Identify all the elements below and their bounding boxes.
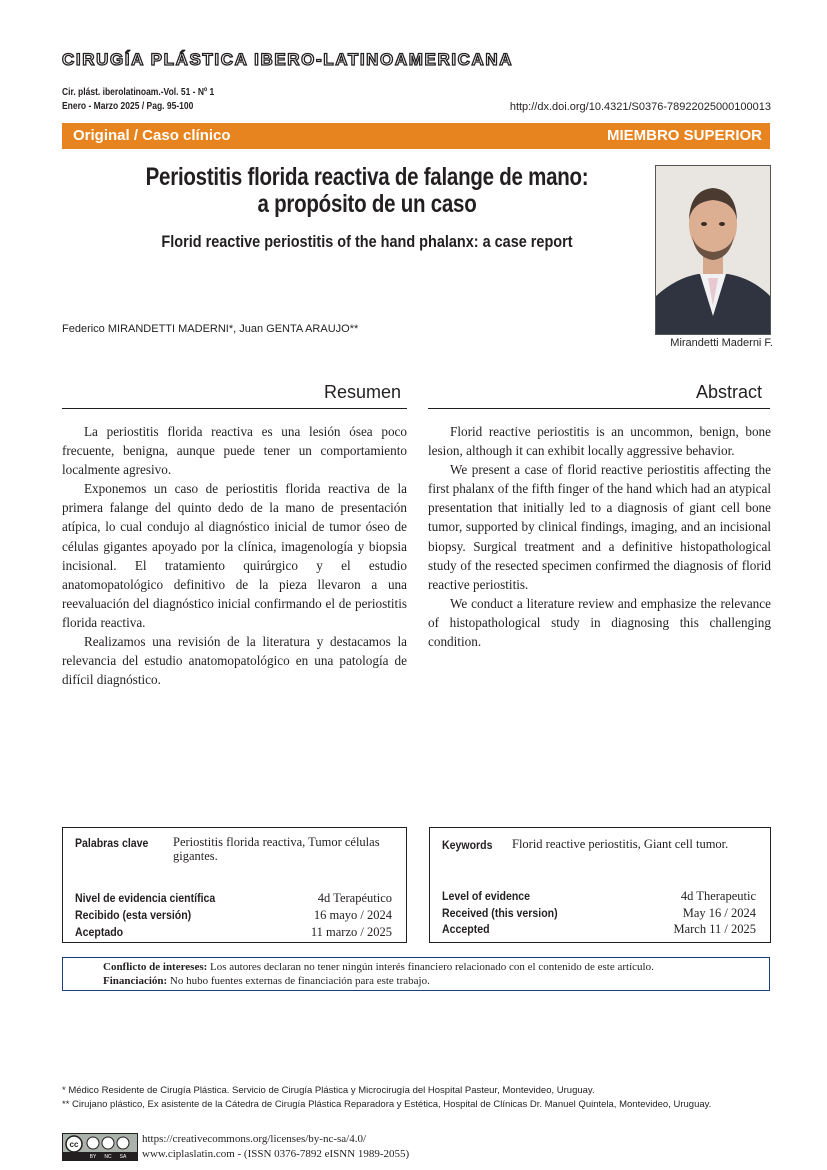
author-portrait-image [656, 166, 770, 334]
title-line-2: a propósito de un caso [257, 190, 477, 218]
meta-row-accepted-en: Accepted March 11 / 2025 [442, 922, 756, 936]
footnote-2: ** Cirujano plástico, Ex asistente de la Cátedra de Cirugía Plástica Reparadora y Estética, Hospital de Clínicas Dr. Manuel Quintela, Montevideo, Uruguay. [62, 1099, 712, 1110]
doi-link[interactable]: http://dx.doi.org/10.4321/S0376-78922025000100013 [509, 101, 771, 113]
resumen-body [62, 422, 407, 689]
resumen-paragraph: Realizamos una revisión de la literatura y destacamos la relevancia del estudio anatomopatológico en una patología de difícil diagnóstico. [62, 634, 407, 688]
citation-volume: Cir. plást. iberolatinoam.-Vol. 51 - Nº 1 [62, 87, 215, 98]
meta-row-accepted-es: Aceptado 11 marzo / 2025 [75, 925, 392, 939]
license-url[interactable]: https://creativecommons.org/licenses/by-nc-sa/4.0/ [142, 1133, 367, 1145]
meta-row-evidence-en: Level of evidence 4d Therapeutic [442, 889, 756, 903]
citation-pages: Enero - Marzo 2025 / Pag. 95-100 [62, 101, 194, 112]
abstract-rule [428, 408, 770, 409]
svg-text:cc: cc [69, 1140, 79, 1149]
photo-caption: Mirandetti Maderni F. [670, 337, 773, 349]
footnote-1: * Médico Residente de Cirugía Plástica. Servicio de Cirugía Plástica y Microcirugía del Hospital Pasteur, Montevideo, Uruguay. [62, 1085, 595, 1096]
title-line-1: Periostitis florida reactiva de falange de mano: [145, 163, 589, 191]
resumen-heading: Resumen [324, 382, 402, 402]
journal-website[interactable]: www.ciplaslatin.com - (ISSN 0376-7892 eISNN 1989-2055) [142, 1148, 410, 1160]
article-section: MIEMBRO SUPERIOR [606, 127, 762, 144]
svg-text:BY: BY [89, 1154, 97, 1160]
creative-commons-badge[interactable] [62, 1133, 138, 1161]
conflict-line: Conflicto de intereses: Los autores declaran no tener ningún interés financiero relacionado con el contenido de este artículo. [103, 961, 654, 973]
svg-text:NC: NC [104, 1154, 112, 1160]
authors: Federico MIRANDETTI MADERNI*, Juan GENTA ARAUJO** [62, 323, 359, 335]
article-type: Original / Caso clínico [73, 127, 231, 144]
journal-title: CIRUGÍA PLÁSTICA IBERO-LATINOAMERICANA [62, 50, 514, 69]
meta-row-received-en: Received (this version) May 16 / 2024 [442, 906, 756, 920]
author-photo [655, 165, 771, 335]
section-band [62, 123, 770, 149]
resumen-paragraph: La periostitis florida reactiva es una lesión ósea poco frecuente, benigna, aunque puede tener un comportamiento localmente agresivo. [62, 424, 407, 478]
article-subtitle: Florid reactive periostitis of the hand phalanx: a case report [161, 232, 573, 251]
conflict-box [62, 957, 770, 991]
keywords-label-es: Palabras clave [75, 836, 149, 850]
meta-row-evidence-es: Nivel de evidencia científica 4d Terapéutico [75, 891, 392, 905]
meta-row-received-es: Recibido (esta versión) 16 mayo / 2024 [75, 908, 392, 922]
abstract-paragraph: Florid reactive periostitis is an uncommon, benign, bone lesion, although it can exhibit locally aggressive behavior. [428, 424, 771, 459]
keywords-label-en: Keywords [442, 838, 493, 852]
svg-text:SA: SA [119, 1154, 127, 1160]
keywords-box-es [62, 827, 407, 943]
resumen-rule [62, 408, 407, 409]
abstract-heading: Abstract [696, 382, 763, 402]
cc-license-icon [63, 1134, 137, 1160]
keywords-box-en [429, 827, 771, 943]
abstract-paragraph: We conduct a literature review and emphasize the relevance of histopathological study in diagnosing this challenging condition. [428, 595, 771, 650]
keywords-text-en: Florid reactive periostitis, Giant cell tumor. [512, 837, 729, 851]
keywords-text-es: Periostitis florida reactiva, Tumor células gigantes. [173, 835, 380, 863]
article-title [117, 164, 617, 218]
funding-line: Financiación: No hubo fuentes externas de financiación para este trabajo. [103, 975, 430, 987]
resumen-paragraph: Exponemos un caso de periostitis florida reactiva de la primera falange del quinto dedo de la mano de presentación atípica, lo cual condujo al diagnóstico inicial de tumor óseo de células gigantes apoyado por la clínica, imagenología y biopsia incisional. El tratamiento quirúrgico y el estudio anatomopatológico definitivo de la pieza llevaron a una reevaluación del diagnóstico inicial confirmando el de periostitis florida reactiva. [62, 481, 407, 630]
abstract-body [428, 422, 771, 651]
abstract-paragraph: We present a case of florid reactive periostitis affecting the first phalanx of the fifth finger of the hand which had an atypical presentation that initially led to a diagnosis of giant cell bone tumor, supported by clinical findings, imaging, and an incisional biopsy. Surgical treatment and a definitive histopathological study of the resected specimen confirmed the diagnosis of florid reactive periostitis. [428, 462, 771, 592]
